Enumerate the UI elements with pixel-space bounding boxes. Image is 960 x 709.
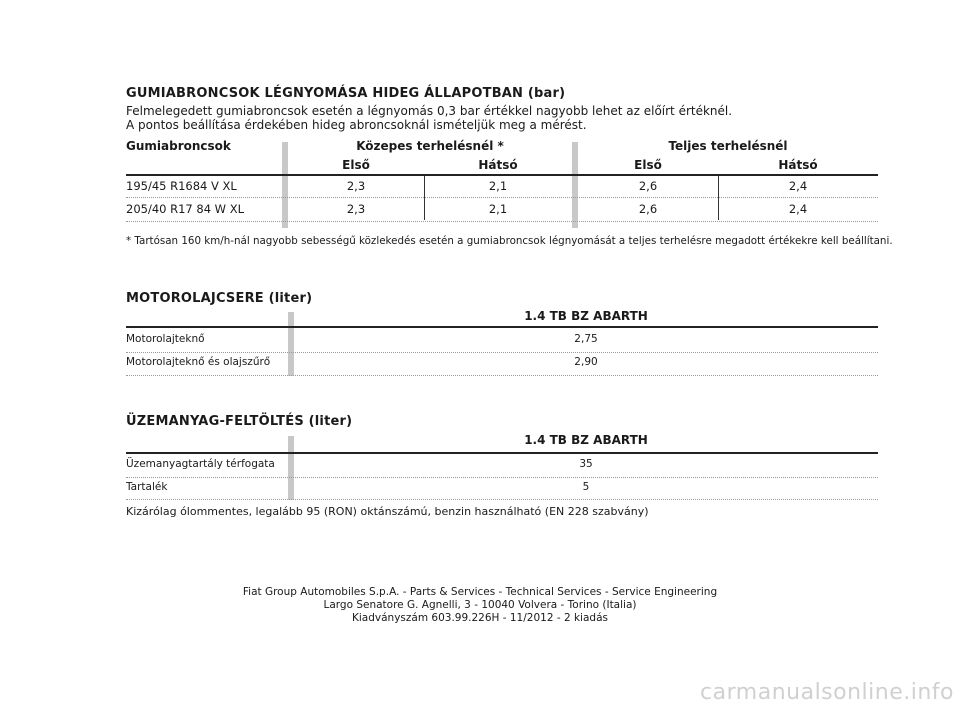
row-separator bbox=[126, 499, 878, 500]
value-full-rear: 2,4 bbox=[788, 179, 808, 193]
fuel-value: 35 bbox=[579, 458, 593, 470]
table-header-rule bbox=[126, 326, 878, 328]
row-separator bbox=[126, 477, 878, 478]
value-full-rear: 2,4 bbox=[788, 202, 808, 216]
tire-size: 195/45 R1684 V XL bbox=[126, 179, 237, 193]
oil-table bbox=[126, 306, 878, 376]
fuel-column-header: 1.4 TB BZ ABARTH bbox=[524, 433, 648, 447]
fuel-label: Üzemanyagtartály térfogata bbox=[126, 458, 275, 470]
fuel-table bbox=[126, 430, 878, 500]
tire-intro-line-2: A pontos beállítása érdekében hideg abroncsoknál ismételjük meg a mérést. bbox=[126, 118, 587, 132]
fuel-title: ÜZEMANYAG-FELTÖLTÉS (liter) bbox=[126, 414, 353, 429]
col-header-medium-load: Közepes terhelésnél * bbox=[356, 139, 504, 153]
table-header-rule bbox=[126, 174, 878, 176]
footer-line-company: Fiat Group Automobiles S.p.A. - Parts & Services - Technical Services - Service Engineering bbox=[242, 586, 718, 598]
row-separator bbox=[126, 221, 878, 222]
tire-pressure-title: GUMIABRONCSOK LÉGNYOMÁSA HIDEG ÁLLAPOTBAN (bar) bbox=[126, 86, 566, 101]
oil-label: Motorolajteknő és olajszűrő bbox=[126, 356, 271, 368]
footer-line-publication: Kiadványszám 603.99.226H - 11/2012 - 2 kiadás bbox=[352, 612, 608, 624]
tire-footnote: * Tartósan 160 km/h-nál nagyobb sebességű közlekedés esetén a gumiabroncsok légnyomását a teljes terhelésre megadott értékekre kell beállítani. bbox=[126, 235, 893, 247]
value-full-front: 2,6 bbox=[638, 179, 658, 193]
tire-intro-line-1: Felmelegedett gumiabroncsok esetén a légnyomás 0,3 bar értékkel nagyobb lehet az előírt értéknél. bbox=[126, 104, 733, 118]
row-separator bbox=[126, 352, 878, 353]
oil-column-header: 1.4 TB BZ ABARTH bbox=[524, 309, 648, 323]
oil-value: 2,90 bbox=[574, 356, 598, 368]
subheader-medium-front: Első bbox=[342, 158, 370, 172]
oil-label: Motorolajteknő bbox=[126, 333, 205, 345]
value-medium-rear: 2,1 bbox=[488, 179, 508, 193]
fuel-value: 5 bbox=[582, 481, 590, 493]
subheader-full-rear: Hátsó bbox=[778, 158, 818, 172]
fuel-note: Kizárólag ólommentes, legalább 95 (RON) oktánszámú, benzin használható (EN 228 szabvány) bbox=[126, 505, 649, 518]
value-full-front: 2,6 bbox=[638, 202, 658, 216]
col-header-tires: Gumiabroncsok bbox=[126, 139, 231, 153]
value-medium-rear: 2,1 bbox=[488, 202, 508, 216]
footer-line-address: Largo Senatore G. Agnelli, 3 - 10040 Volvera - Torino (Italia) bbox=[323, 599, 637, 611]
oil-title: MOTOROLAJCSERE (liter) bbox=[126, 291, 313, 306]
publisher-footer bbox=[0, 586, 960, 625]
site-watermark: carmanualsonline.info bbox=[700, 680, 954, 705]
col-header-full-load: Teljes terhelésnél bbox=[668, 139, 788, 153]
row-separator bbox=[126, 197, 878, 198]
value-medium-front: 2,3 bbox=[346, 202, 366, 216]
tire-size: 205/40 R17 84 W XL bbox=[126, 202, 244, 216]
value-medium-front: 2,3 bbox=[346, 179, 366, 193]
fuel-label: Tartalék bbox=[126, 481, 168, 493]
subheader-full-front: Első bbox=[634, 158, 662, 172]
oil-value: 2,75 bbox=[574, 333, 598, 345]
tire-pressure-table bbox=[126, 136, 878, 228]
row-separator bbox=[126, 375, 878, 376]
table-header-rule bbox=[126, 452, 878, 454]
subheader-medium-rear: Hátsó bbox=[478, 158, 518, 172]
